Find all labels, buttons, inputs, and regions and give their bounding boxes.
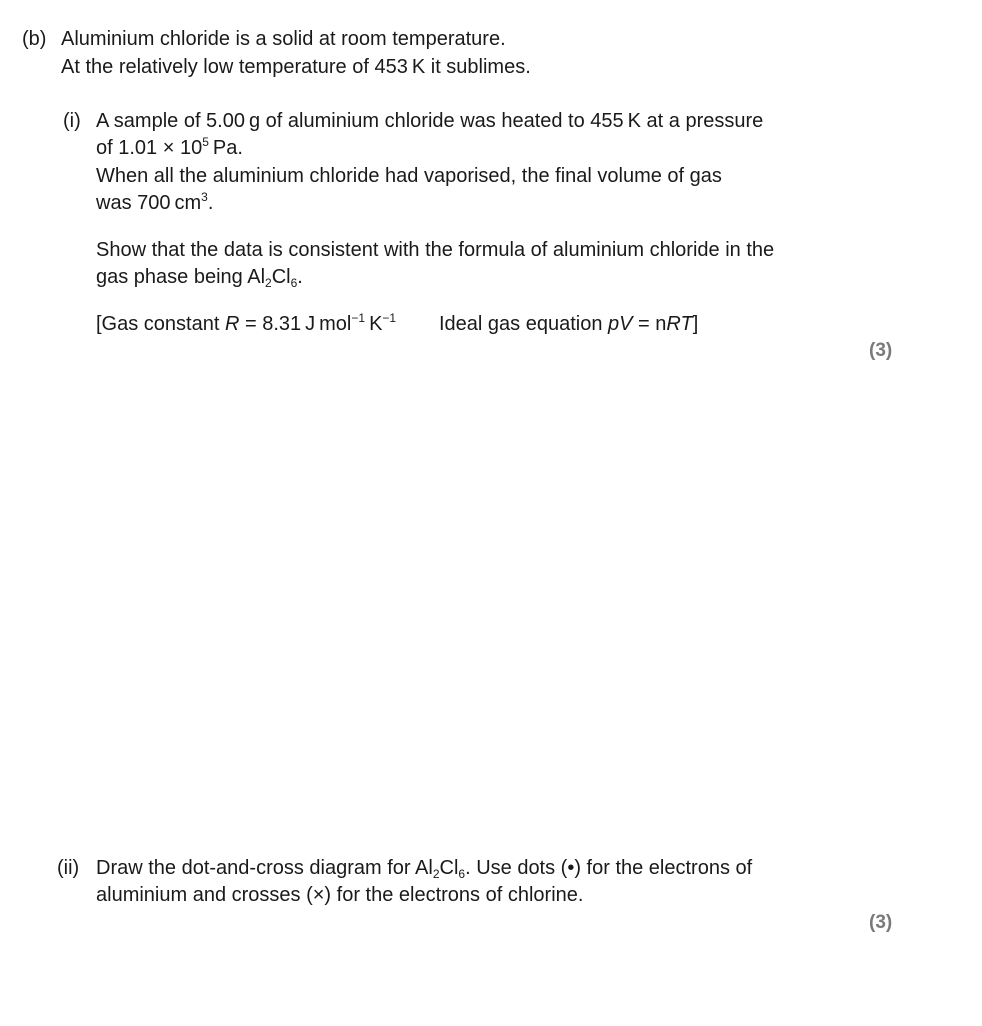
part-b-label: (b) <box>22 28 47 50</box>
ideal-gas-equation-note: Ideal gas equation pV = nRT] <box>439 313 699 335</box>
part-i-answer-space[interactable] <box>96 375 896 835</box>
part-i-label: (i) <box>63 110 81 132</box>
part-i-line-3: When all the aluminium chloride had vaporised, the final volume of gas <box>96 165 722 187</box>
part-i-line-1: A sample of 5.00 g of aluminium chloride was heated to 455 K at a pressure <box>96 110 764 132</box>
part-ii-marks: (3) <box>869 912 893 933</box>
part-i-line-4: was 700 $cm^3$. <box>96 190 214 214</box>
part-ii-answer-space[interactable] <box>96 945 896 1015</box>
part-ii-label: (ii) <box>57 857 80 879</box>
part-ii-line-2: aluminium and crosses (×) for the electrons of chlorine. <box>96 884 584 906</box>
part-i-marks: (3) <box>869 340 893 361</box>
gas-constant-note: [Gas constant R = 8.31 J mol$^{-1}$ $K^{-1}$ <box>96 311 397 335</box>
part-i-question-line-1: Show that the data is consistent with the formula of aluminium chloride in the <box>96 239 775 261</box>
part-i-line-2: of $1.01 \times 10^5$ Pa. <box>96 135 243 159</box>
part-ii-line-1: Draw the dot-and-cross diagram for $Al_2Cl_6$. Use dots (•) for the electrons of <box>96 857 753 881</box>
part-b-intro-line-1: Aluminium chloride is a solid at room temperature. <box>61 28 506 50</box>
part-i-question-line-2: gas phase being $Al_2Cl_6$. <box>96 266 303 290</box>
part-b-intro-line-2: At the relatively low temperature of 453 K it sublimes. <box>61 56 531 78</box>
